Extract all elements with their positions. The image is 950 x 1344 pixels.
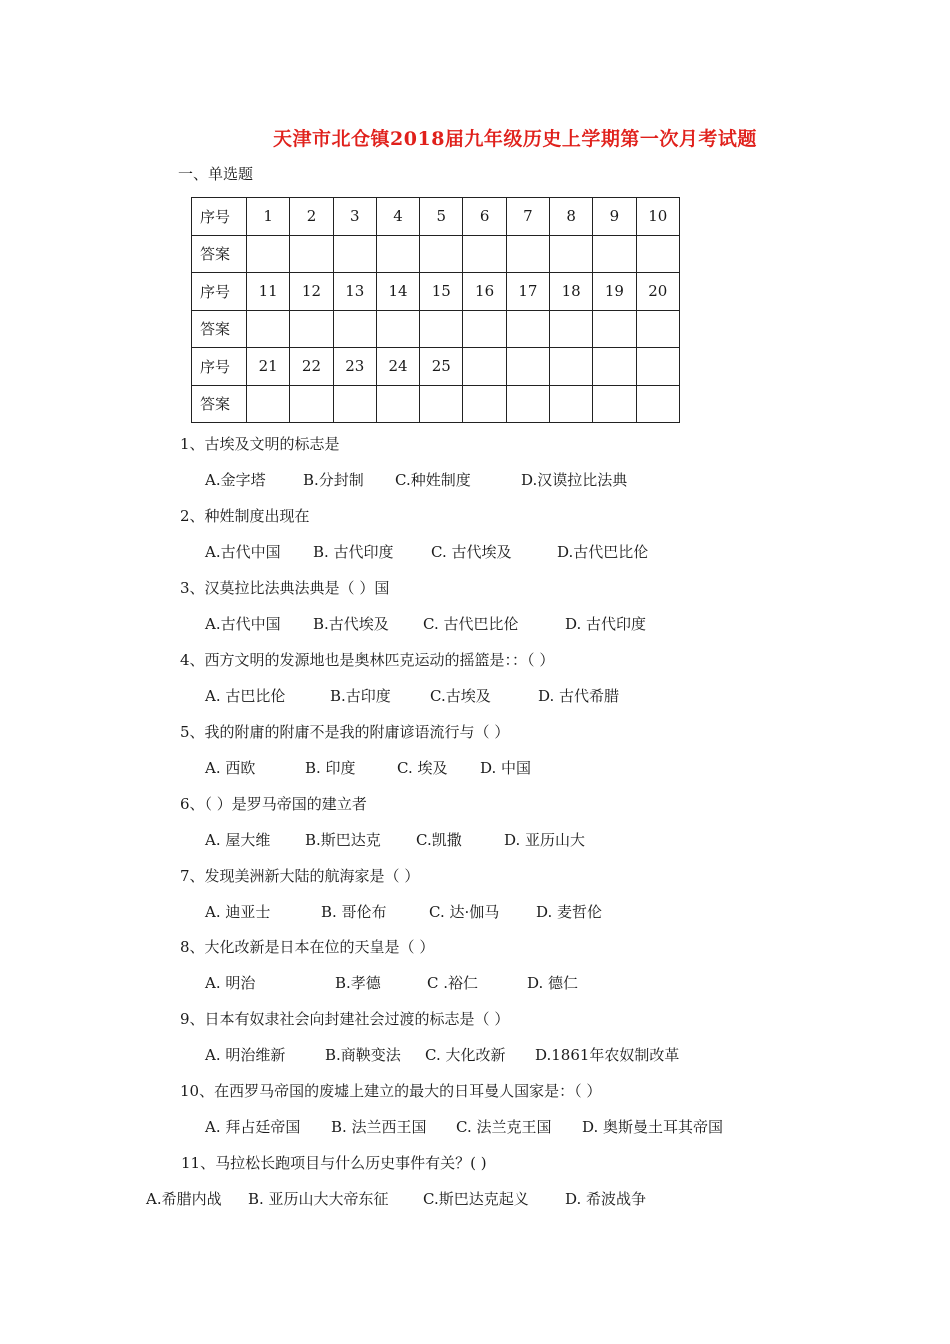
number-cell: 23 (333, 348, 376, 386)
question-options (205, 1116, 723, 1137)
option-b[interactable]: B.孝德 (335, 974, 381, 992)
question-stem: 1、古埃及文明的标志是 (180, 435, 340, 453)
number-cell: 20 (636, 273, 679, 311)
answer-cell[interactable] (550, 310, 593, 348)
question-options (205, 541, 648, 562)
option-c[interactable]: C.古埃及 (430, 687, 491, 705)
table-row (192, 310, 680, 348)
number-cell: 22 (290, 348, 333, 386)
option-b[interactable]: B.斯巴达克 (305, 831, 381, 849)
answer-cell[interactable] (376, 310, 419, 348)
number-cell: 4 (376, 198, 419, 236)
table-row (192, 385, 680, 423)
answer-cell[interactable] (420, 235, 463, 273)
number-cell: 11 (247, 273, 290, 311)
question-stem: 9、日本有奴隶社会向封建社会过渡的标志是（ ） (180, 1010, 510, 1028)
number-cell: 16 (463, 273, 506, 311)
option-d[interactable]: D. 奥斯曼土耳其帝国 (582, 1118, 724, 1136)
row-label: 序号 (192, 348, 247, 386)
answer-cell[interactable] (636, 385, 679, 423)
answer-cell[interactable] (247, 235, 290, 273)
option-c[interactable]: C.凯撒 (416, 831, 462, 849)
answer-cell[interactable] (420, 310, 463, 348)
table-row (192, 348, 680, 386)
answer-cell[interactable] (376, 235, 419, 273)
option-b[interactable]: B. 亚历山大大帝东征 (248, 1190, 389, 1208)
row-label: 答案 (192, 385, 247, 423)
answer-cell[interactable] (247, 310, 290, 348)
option-c[interactable]: C. 古代埃及 (431, 543, 512, 561)
answer-cell[interactable] (593, 235, 636, 273)
option-b[interactable]: B.古印度 (330, 687, 391, 705)
option-a[interactable]: A. 明治 (205, 974, 256, 992)
answer-cell[interactable] (376, 385, 419, 423)
question-stem: 10、在西罗马帝国的废墟上建立的最大的日耳曼人国家是：（ ） (180, 1082, 602, 1100)
answer-cell[interactable] (506, 385, 549, 423)
option-b[interactable]: B. 印度 (305, 759, 356, 777)
answer-cell[interactable] (333, 235, 376, 273)
question-stem: 5、我的附庸的附庸不是我的附庸谚语流行与（ ） (180, 723, 510, 741)
answer-cell[interactable] (420, 385, 463, 423)
option-c[interactable]: C.种姓制度 (395, 471, 471, 489)
table-row (192, 198, 680, 236)
option-b[interactable]: B.商鞅变法 (325, 1046, 401, 1064)
number-cell: 13 (333, 273, 376, 311)
question-options (205, 469, 627, 490)
answer-cell[interactable] (636, 310, 679, 348)
row-label: 答案 (192, 310, 247, 348)
number-cell: 21 (247, 348, 290, 386)
question-stem: 8、大化改新是日本在位的天皇是（ ） (180, 938, 435, 956)
option-d[interactable]: D. 中国 (480, 759, 532, 777)
answer-cell[interactable] (463, 235, 506, 273)
option-d[interactable]: D.古代巴比伦 (557, 543, 649, 561)
number-cell: 18 (550, 273, 593, 311)
question-stem: 3、汉莫拉比法典法典是（ ）国 (180, 579, 390, 597)
row-label: 答案 (192, 235, 247, 273)
answer-cell[interactable] (247, 385, 290, 423)
question-options (205, 972, 578, 993)
option-d[interactable]: D. 希波战争 (565, 1190, 647, 1208)
option-c[interactable]: C. 古代巴比伦 (423, 615, 519, 633)
number-cell: 19 (593, 273, 636, 311)
number-cell: 24 (376, 348, 419, 386)
answer-cell[interactable] (463, 385, 506, 423)
option-d[interactable]: D. 古代印度 (565, 615, 647, 633)
option-b[interactable]: B.古代埃及 (313, 615, 389, 633)
number-cell: 2 (290, 198, 333, 236)
question-options (146, 1188, 646, 1209)
question-options (205, 613, 646, 634)
option-d[interactable]: D.1861年农奴制改革 (535, 1046, 680, 1064)
answer-cell[interactable] (550, 235, 593, 273)
number-cell: 3 (333, 198, 376, 236)
answer-cell[interactable] (550, 385, 593, 423)
option-a[interactable]: A. 明治维新 (205, 1046, 286, 1064)
number-cell: 7 (506, 198, 549, 236)
option-c[interactable]: C. 埃及 (397, 759, 448, 777)
number-cell: 5 (420, 198, 463, 236)
question-stem: 4、西方文明的发源地也是奥林匹克运动的摇篮是：：（ ） (180, 651, 555, 669)
question-stem: 11、马拉松长跑项目与什么历史事件有关？( ) (181, 1154, 487, 1172)
option-a[interactable]: A. 西欧 (205, 759, 256, 777)
option-a[interactable]: A.古代中国 (205, 615, 281, 633)
option-b[interactable]: B. 法兰西王国 (331, 1118, 427, 1136)
answer-cell[interactable] (506, 310, 549, 348)
option-c[interactable]: C. 大化改新 (425, 1046, 506, 1064)
option-a[interactable]: A.古代中国 (205, 543, 281, 561)
option-a[interactable]: A. 古巴比伦 (205, 687, 286, 705)
option-a[interactable]: A. 迪亚士 (205, 903, 271, 921)
number-cell: 12 (290, 273, 333, 311)
question-stem: 2、种姓制度出现在 (180, 507, 310, 525)
answer-table (191, 197, 680, 423)
option-d[interactable]: D. 德仁 (527, 974, 579, 992)
number-cell: 6 (463, 198, 506, 236)
option-a[interactable]: A.金字塔 (205, 471, 266, 489)
row-label: 序号 (192, 198, 247, 236)
table-row (192, 273, 680, 311)
question-options (205, 901, 602, 922)
question-stem: 6、（ ）是罗马帝国的建立者 (180, 795, 367, 813)
number-cell: 25 (420, 348, 463, 386)
number-cell: 15 (420, 273, 463, 311)
option-a[interactable]: A.希腊内战 (146, 1190, 222, 1208)
option-a[interactable]: A. 拜占廷帝国 (205, 1118, 301, 1136)
number-cell (506, 348, 549, 386)
question-options (205, 757, 531, 778)
number-cell (636, 348, 679, 386)
number-cell: 8 (550, 198, 593, 236)
number-cell (550, 348, 593, 386)
answer-cell[interactable] (290, 235, 333, 273)
answer-cell[interactable] (290, 310, 333, 348)
answer-cell[interactable] (506, 235, 549, 273)
option-b[interactable]: B. 哥伦布 (321, 903, 387, 921)
number-cell: 17 (506, 273, 549, 311)
answer-cell[interactable] (290, 385, 333, 423)
option-d[interactable]: D.汉谟拉比法典 (521, 471, 628, 489)
question-options (205, 829, 585, 850)
option-a[interactable]: A. 屋大维 (205, 831, 271, 849)
option-d[interactable]: D. 古代希腊 (538, 687, 620, 705)
number-cell: 9 (593, 198, 636, 236)
option-b[interactable]: B. 古代印度 (313, 543, 394, 561)
page-title: 天津市北仓镇2018届九年级历史上学期第一次月考试题 (273, 128, 757, 150)
answer-cell[interactable] (333, 385, 376, 423)
number-cell (593, 348, 636, 386)
answer-cell[interactable] (636, 235, 679, 273)
number-cell (463, 348, 506, 386)
option-d[interactable]: D. 麦哲伦 (536, 903, 603, 921)
option-c[interactable]: C. 法兰克王国 (456, 1118, 552, 1136)
answer-cell[interactable] (463, 310, 506, 348)
answer-cell[interactable] (593, 310, 636, 348)
number-cell: 10 (636, 198, 679, 236)
number-cell: 14 (376, 273, 419, 311)
number-cell: 1 (247, 198, 290, 236)
question-options (205, 685, 619, 706)
question-stem: 7、发现美洲新大陆的航海家是（ ） (180, 867, 420, 885)
question-options (205, 1044, 679, 1065)
option-c[interactable]: C .裕仁 (427, 974, 479, 992)
option-d[interactable]: D. 亚历山大 (504, 831, 586, 849)
table-row (192, 235, 680, 273)
option-b[interactable]: B.分封制 (303, 471, 364, 489)
answer-cell[interactable] (593, 385, 636, 423)
answer-cell[interactable] (333, 310, 376, 348)
section-heading: 一、单选题 (178, 165, 254, 183)
option-c[interactable]: C.斯巴达克起义 (423, 1190, 529, 1208)
option-c[interactable]: C. 达·伽马 (429, 903, 500, 921)
row-label: 序号 (192, 273, 247, 311)
